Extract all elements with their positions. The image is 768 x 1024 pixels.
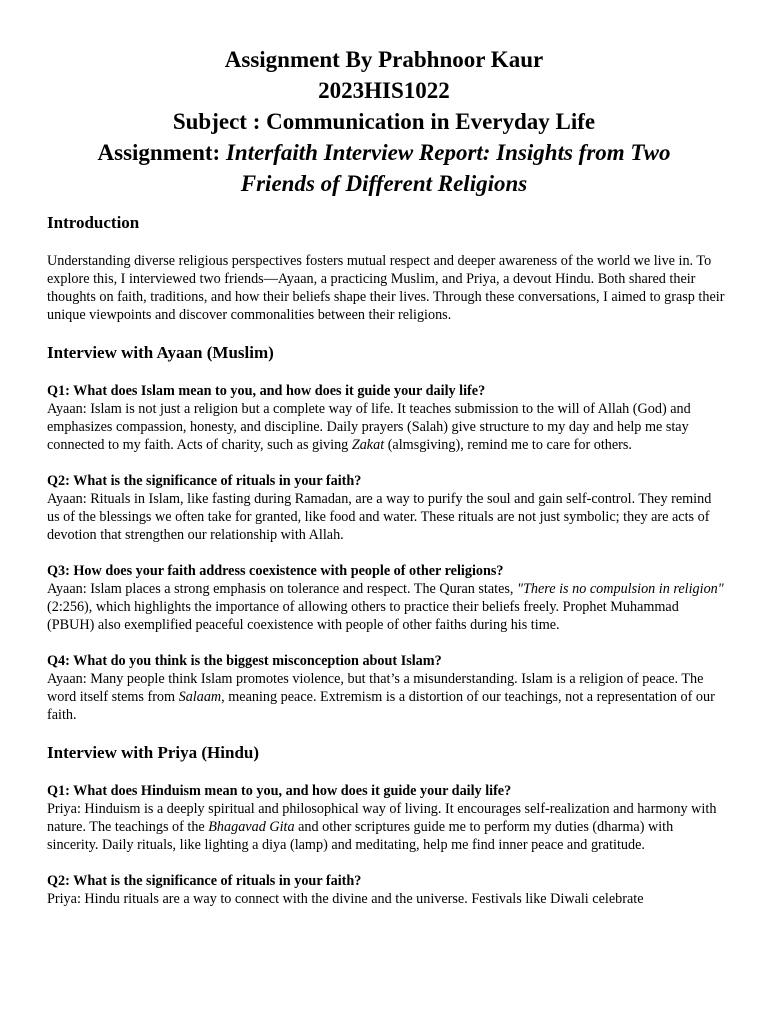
intro-heading: Introduction: [47, 213, 140, 232]
question: Q3: How does your faith address coexistence with people of other religions?: [47, 563, 504, 579]
ayaan-q3: [47, 562, 727, 634]
ayaan-q4: [47, 652, 727, 724]
answer-text: (almsgiving), remind me to care for others.: [384, 437, 632, 453]
answer-italic: Zakat: [351, 437, 385, 453]
question: Q2: What is the significance of rituals in your faith?: [47, 873, 362, 889]
priya-q1: [47, 782, 727, 854]
answer-text: Priya: Hindu rituals are a way to connect with the divine and the universe. Festivals like Diwali celebrate: [47, 891, 644, 907]
answer-italic: Bhagavad Gita: [208, 819, 295, 835]
title-block: [0, 44, 768, 199]
question: Q1: What does Hinduism mean to you, and how does it guide your daily life?: [47, 783, 512, 799]
subject-line: Subject : Communication in Everyday Life: [172, 109, 596, 134]
ayaan-heading: Interview with Ayaan (Muslim): [47, 343, 274, 362]
ayaan-q1: [47, 382, 727, 454]
answer-text: Ayaan: Rituals in Islam, like fasting during Ramadan, are a way to purify the soul and gain self-control. They remind us of the blessings we often take for granted, like food and water. These rituals are not just symbolic; they are acts of devotion that strengthen our relationship with Allah.: [47, 491, 712, 543]
answer-text: Ayaan: Islam is not just a religion but a complete way of life. It teaches submission to the will of Allah (God) and emphasizes compassion, honesty, and discipline. Daily prayers (Salah) give structure to my day and help me stay connected to my faith. Acts of charity, such as giving: [47, 401, 691, 453]
answer-text: and other scriptures guide me to perform my duties (dharma) with sincerity. Daily rituals, like lighting a diya (lamp) and meditating, help me find inner peace and gratitude.: [47, 819, 674, 853]
question: Q1: What does Islam mean to you, and how does it guide your daily life?: [47, 383, 486, 399]
answer-text: (2:256), which highlights the importance of allowing others to practice their beliefs freely. Prophet Muhammad (PBUH) also exemplified peaceful coexistence with people of other faiths during his time.: [47, 599, 679, 633]
answer-text: , meaning peace. Extremism is a distortion of our teachings, not a representation of our faith.: [47, 689, 715, 723]
author-line: Assignment By Prabhnoor Kaur: [224, 47, 544, 72]
priya-q2: [47, 872, 727, 908]
answer-text: Ayaan: Many people think Islam promotes violence, but that’s a misunderstanding. Islam is a religion of peace. The word itself stems from: [47, 671, 704, 705]
ayaan-q2: [47, 472, 727, 544]
assignment-prefix: Assignment:: [97, 140, 221, 165]
question: Q4: What do you think is the biggest misconception about Islam?: [47, 653, 442, 669]
priya-heading: Interview with Priya (Hindu): [47, 743, 260, 762]
answer-text: Priya: Hinduism is a deeply spiritual and philosophical way of living. It encourages self-realization and harmony with nature. The teachings of the: [47, 801, 717, 835]
document-body: [47, 212, 727, 926]
assignment-title-a: Interfaith Interview Report: Insights from Two: [225, 140, 671, 165]
answer-text: Ayaan: Islam places a strong emphasis on tolerance and respect. The Quran states,: [47, 581, 518, 597]
answer-italic: "There is no compulsion in religion": [517, 581, 724, 597]
student-id: 2023HIS1022: [318, 78, 450, 103]
intro-paragraph: Understanding diverse religious perspectives fosters mutual respect and deeper awareness of the world we live in. To explore this, I interviewed two friends—Ayaan, a practicing Muslim, and Priya, a devout Hindu. Both shared their thoughts on faith, traditions, and how their beliefs shape their lives. Through these conversations, I aimed to grasp their unique viewpoints and discover commonalities between their religions.: [47, 253, 725, 323]
assignment-title: [0, 137, 768, 168]
answer-italic: Salaam: [178, 689, 222, 705]
question: Q2: What is the significance of rituals in your faith?: [47, 473, 362, 489]
assignment-title-b: Friends of Different Religions: [240, 171, 528, 196]
